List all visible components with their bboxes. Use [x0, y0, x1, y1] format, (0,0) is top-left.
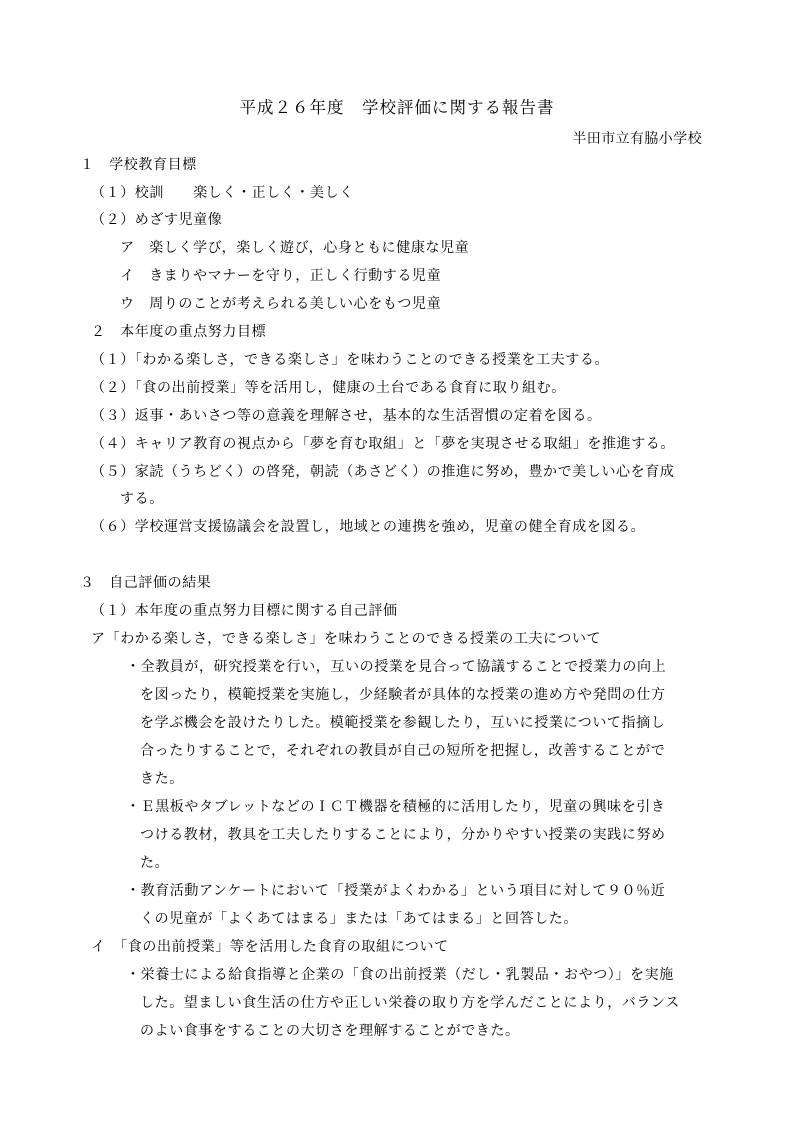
item-a-heading: ア「わかる楽しさ，できる楽しさ」を味わうことのできる授業の工夫について [91, 631, 602, 647]
item-a-line: 合ったりすることで，それぞれの教員が自己の短所を把握し，改善することがで [140, 743, 666, 759]
item-i-line: のよい食事をすることの大切さを理解することができた。 [140, 1023, 520, 1039]
report-title: 平成２６年度 学校評価に関する報告書 [239, 98, 555, 117]
goal-item: （５）家読（うちどく）の啓発，朝読（あさどく）の推進に努め，豊かで美しい心を育成 [91, 464, 675, 480]
self-evaluation-subheading: （１）本年度の重点努力目標に関する自己評価 [91, 603, 398, 619]
item-a-line: を図ったり，模範授業を実施し，少経験者が具体的な授業の進め方や発問の仕方 [140, 687, 666, 703]
aim-heading: （２）めざす児童像 [91, 212, 223, 228]
item-a-line: ・Ｅ黒板やタブレットなどのＩＣＴ機器を積極的に活用したり，児童の興味を引き [126, 799, 666, 815]
item-i-line: ・栄養士による給食指導と企業の「食の出前授業（だし・乳製品・おやつ）」を実施 [126, 967, 674, 983]
aim-item: イ きまりやマナーを守り，正しく行動する児童 [120, 268, 442, 284]
item-a-line: た。 [140, 855, 170, 871]
item-a-line: きた。 [140, 771, 184, 787]
aim-item: ア 楽しく学び，楽しく遊び，心身ともに健康な児童 [120, 240, 470, 256]
item-a-line: くの児童が「よくあてはまる」または「あてはまる」と回答した。 [140, 911, 578, 927]
item-a-line: ・全教員が，研究授業を行い，互いの授業を見合って協議することで授業力の向上 [126, 659, 667, 675]
school-motto: （１）校訓 楽しく・正しく・美しく [91, 185, 354, 201]
goal-item: （６）学校運営支援協議会を設置し，地域との連携を強め，児童の健全育成を図る。 [91, 519, 646, 535]
goal-item-continuation: する。 [120, 491, 164, 507]
section-3-heading: ３ 自己評価の結果 [80, 575, 212, 591]
goal-item: （４）キャリア教育の視点から「夢を育む取組」と「夢を実現させる取組」を推進する。 [91, 436, 675, 452]
school-name: 半田市立有脇小学校 [572, 131, 702, 147]
item-i-heading: イ 「食の出前授業」等を活用した食育の取組について [91, 939, 449, 955]
section-2-heading: ２ 本年度の重点努力目標 [91, 324, 267, 340]
goal-item: （１）「わかる楽しさ，できる楽しさ」を味わうことのできる授業を工夫する。 [91, 352, 610, 368]
item-a-line: つける教材，教具を工夫したりすることにより，分かりやすい授業の実践に努め [140, 827, 666, 843]
goal-item: （２）「食の出前授業」等を活用し，健康の土台である食育に取り組む。 [91, 380, 566, 396]
item-a-line: を学ぶ機会を設けたりした。模範授業を参観したり，互いに授業について指摘し [140, 715, 666, 731]
goal-item: （３）返事・あいさつ等の意義を理解させ，基本的な生活習慣の定着を図る。 [91, 408, 602, 424]
item-a-line: ・教育活動アンケートにおいて「授業がよくわかる」という項目に対して９０％近 [126, 883, 666, 899]
aim-item: ウ 周りのことが考えられる美しい心をもつ児童 [120, 296, 442, 312]
item-i-line: した。望ましい食生活の仕方や正しい栄養の取り方を学んだことにより，バランス [140, 995, 680, 1011]
section-1-heading: １ 学校教育目標 [80, 157, 197, 173]
